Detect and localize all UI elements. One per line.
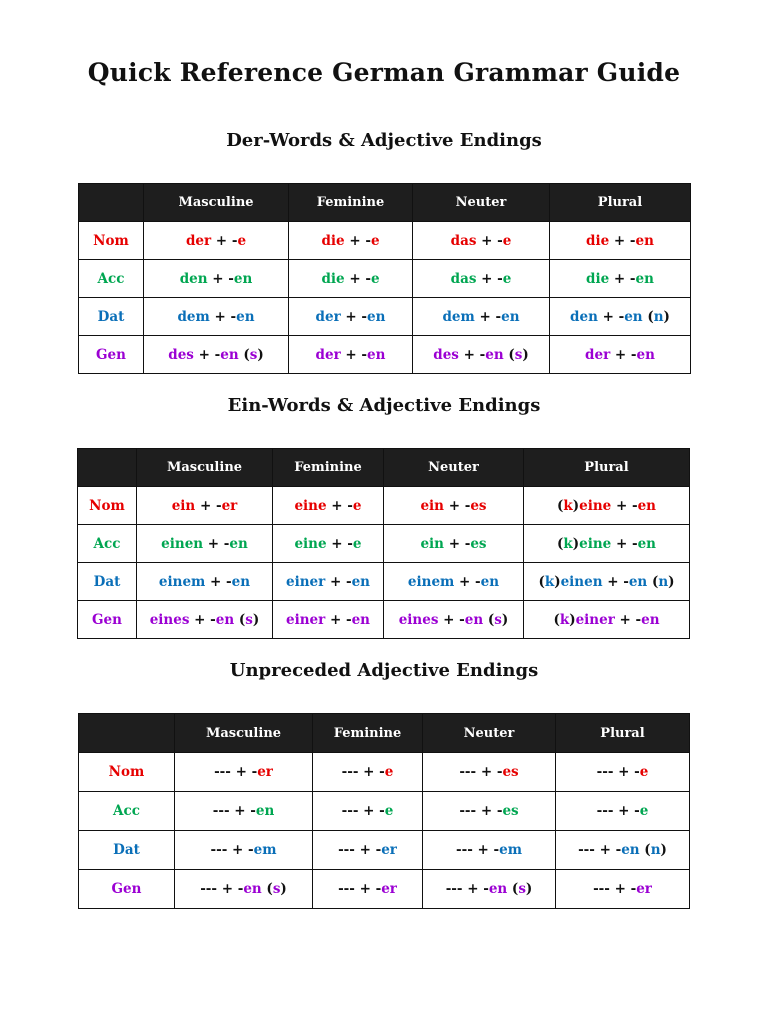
- ending-segment: k: [559, 611, 570, 628]
- case-label-dat: Dat: [78, 563, 137, 601]
- column-header-masculine: Masculine: [175, 714, 313, 753]
- ending-segment: der: [315, 346, 341, 363]
- ending-segment: ): [554, 573, 561, 590]
- ending-segment: (: [234, 611, 246, 628]
- ending-cell: [524, 601, 690, 639]
- ending-segment: des: [168, 346, 194, 363]
- ending-segment: (: [507, 881, 519, 897]
- ending-segment: er: [381, 881, 397, 897]
- ending-cell: [413, 260, 550, 298]
- ending-segment: es: [502, 803, 519, 819]
- case-label-acc: Acc: [79, 792, 175, 831]
- ending-cell: [550, 222, 691, 260]
- ending-segment: einen: [560, 573, 603, 590]
- ending-segment: en: [255, 803, 275, 819]
- ending-segment: ): [522, 346, 529, 363]
- ending-segment: e: [237, 232, 247, 249]
- unpreceded-heading: Unpreceded Adjective Endings: [229, 660, 539, 681]
- ending-segment: n: [658, 573, 669, 590]
- ending-segment: k: [563, 535, 573, 552]
- ending-segment: + -: [325, 611, 352, 628]
- case-label-dat: Dat: [79, 831, 175, 870]
- case-label-gen: Gen: [78, 601, 137, 639]
- ending-cell: [137, 487, 273, 525]
- ending-segment: en: [220, 346, 239, 363]
- ending-segment: + -: [326, 535, 353, 552]
- ending-cell: [273, 525, 384, 563]
- ending-segment: er: [257, 764, 273, 780]
- ending-cell: [524, 487, 690, 525]
- ending-segment: + -: [454, 573, 481, 590]
- ending-segment: en: [464, 611, 484, 628]
- ending-cell: [384, 563, 524, 601]
- ending-cell: [144, 298, 289, 336]
- ending-segment: ): [660, 842, 667, 858]
- case-label-acc: Acc: [78, 525, 137, 563]
- column-header-feminine: Feminine: [289, 184, 413, 222]
- case-label-acc: Acc: [79, 260, 144, 298]
- ending-segment: das: [450, 232, 477, 249]
- case-label-nom: Nom: [78, 487, 137, 525]
- ending-segment: + -: [444, 535, 471, 552]
- ending-segment: en: [635, 232, 654, 249]
- ending-segment: --- + -: [596, 764, 640, 780]
- ending-segment: + -: [444, 497, 471, 514]
- ending-segment: + -: [207, 270, 234, 287]
- ending-cell: [175, 753, 313, 792]
- ending-segment: den: [570, 308, 598, 325]
- ending-segment: + -: [189, 611, 216, 628]
- table-row-dat: [78, 563, 690, 601]
- ending-segment: en: [215, 611, 235, 628]
- column-header-neuter: Neuter: [413, 184, 550, 222]
- ending-cell: [384, 601, 524, 639]
- ending-segment: en: [637, 497, 656, 514]
- ending-segment: en: [243, 881, 262, 897]
- table-row-acc: [79, 260, 691, 298]
- table-row-dat: [79, 831, 690, 870]
- ending-segment: s: [249, 346, 258, 363]
- ending-segment: e: [352, 535, 362, 552]
- table-row-nom: [78, 487, 690, 525]
- ending-segment: ): [525, 881, 533, 897]
- ending-segment: einen: [161, 535, 204, 552]
- ending-segment: (: [553, 611, 560, 628]
- ending-segment: es: [502, 764, 519, 780]
- column-header-masculine: Masculine: [137, 449, 273, 487]
- ending-segment: s: [518, 881, 526, 897]
- ending-segment: e: [370, 270, 380, 287]
- ending-segment: e: [384, 764, 394, 780]
- ending-segment: + -: [474, 308, 502, 325]
- ending-segment: einer: [286, 573, 326, 590]
- ending-cell: [289, 336, 413, 374]
- column-header-plural: Plural: [556, 714, 690, 753]
- ending-cell: [273, 487, 384, 525]
- ending-segment: eine: [579, 497, 612, 514]
- ending-segment: en: [233, 270, 253, 287]
- ending-segment: e: [384, 803, 394, 819]
- ending-segment: --- + -: [593, 881, 637, 897]
- ending-cell: [144, 222, 289, 260]
- ending-segment: eines: [398, 611, 439, 628]
- corner-header: [79, 714, 175, 753]
- ending-segment: eines: [149, 611, 190, 628]
- ending-segment: einer: [575, 611, 615, 628]
- ending-segment: ): [501, 611, 509, 628]
- ending-segment: s: [494, 611, 502, 628]
- ending-segment: dem: [442, 308, 475, 325]
- ending-segment: en: [367, 346, 386, 363]
- ending-segment: die: [586, 232, 610, 249]
- ending-segment: ): [668, 573, 675, 590]
- ending-cell: [524, 525, 690, 563]
- ending-cell: [550, 260, 691, 298]
- table-row-acc: [79, 792, 690, 831]
- ending-segment: --- + -: [200, 881, 244, 897]
- ending-cell: [175, 870, 313, 909]
- ending-segment: s: [514, 346, 523, 363]
- ending-cell: [413, 336, 550, 374]
- ending-segment: --- + -: [456, 842, 500, 858]
- ending-segment: --- + -: [341, 764, 385, 780]
- ending-segment: + -: [325, 573, 352, 590]
- ending-segment: en: [351, 611, 370, 628]
- ending-segment: e: [502, 232, 512, 249]
- ending-segment: + -: [614, 611, 642, 628]
- ending-segment: e: [352, 497, 362, 514]
- ending-segment: die: [321, 270, 345, 287]
- ending-segment: en: [635, 270, 654, 287]
- ending-segment: --- + -: [445, 881, 489, 897]
- ending-segment: + -: [438, 611, 465, 628]
- ending-segment: (: [538, 573, 545, 590]
- ending-segment: + -: [193, 346, 221, 363]
- ending-cell: [137, 525, 273, 563]
- ending-segment: die: [321, 232, 345, 249]
- unpreceded-table: [78, 713, 690, 909]
- ending-segment: e: [502, 270, 512, 287]
- ending-segment: + -: [195, 497, 222, 514]
- ending-cell: [384, 525, 524, 563]
- ending-segment: ): [663, 308, 670, 325]
- ending-segment: en: [229, 535, 248, 552]
- ending-segment: einem: [407, 573, 455, 590]
- header-row: [79, 184, 691, 222]
- ending-cell: [524, 563, 690, 601]
- ending-segment: es: [470, 497, 487, 514]
- case-label-nom: Nom: [79, 753, 175, 792]
- ending-segment: er: [636, 881, 652, 897]
- ending-segment: en: [231, 573, 251, 590]
- ending-segment: en: [367, 308, 386, 325]
- ending-segment: s: [272, 881, 281, 897]
- ending-cell: [423, 870, 556, 909]
- table-row-nom: [79, 753, 690, 792]
- ending-segment: + -: [476, 232, 503, 249]
- table-row-dat: [79, 298, 691, 336]
- ending-segment: (: [261, 881, 273, 897]
- ending-segment: er: [221, 497, 238, 514]
- ending-segment: en: [624, 308, 643, 325]
- header-row: [78, 449, 690, 487]
- ending-segment: eine: [294, 497, 327, 514]
- ending-cell: [289, 222, 413, 260]
- column-header-plural: Plural: [524, 449, 690, 487]
- ending-segment: en: [628, 573, 648, 590]
- ending-segment: das: [450, 270, 477, 287]
- column-header-neuter: Neuter: [423, 714, 556, 753]
- corner-header: [78, 449, 137, 487]
- page-title: Quick Reference German Grammar Guide: [87, 58, 681, 87]
- ending-cell: [556, 870, 690, 909]
- ending-segment: den: [179, 270, 208, 287]
- ending-segment: + -: [610, 346, 637, 363]
- ending-segment: --- + -: [596, 803, 640, 819]
- ending-cell: [273, 601, 384, 639]
- der-words-heading: Der-Words & Adjective Endings: [226, 130, 542, 151]
- ein-words-table: [77, 448, 690, 639]
- ending-segment: (: [639, 842, 651, 858]
- ending-cell: [556, 792, 690, 831]
- ending-segment: n: [650, 842, 661, 858]
- ending-segment: einem: [158, 573, 206, 590]
- ending-segment: + -: [326, 497, 353, 514]
- ending-segment: em: [253, 842, 277, 858]
- ending-segment: + -: [340, 346, 368, 363]
- ending-cell: [413, 298, 550, 336]
- ending-segment: en: [351, 573, 370, 590]
- der-words-table: [78, 183, 691, 374]
- ending-segment: --- + -: [341, 803, 385, 819]
- ending-segment: + -: [602, 573, 629, 590]
- ending-segment: + -: [611, 535, 638, 552]
- ending-segment: ): [569, 611, 576, 628]
- ending-segment: k: [563, 497, 573, 514]
- ending-segment: (: [557, 497, 564, 514]
- ending-segment: en: [641, 611, 660, 628]
- ending-segment: --- + -: [212, 803, 256, 819]
- ending-segment: + -: [211, 232, 238, 249]
- ending-cell: [384, 487, 524, 525]
- ending-segment: + -: [609, 232, 636, 249]
- ending-segment: + -: [344, 270, 371, 287]
- ending-segment: dem: [177, 308, 210, 325]
- ending-cell: [313, 831, 423, 870]
- table-row-gen: [79, 336, 691, 374]
- ending-segment: (: [647, 573, 659, 590]
- ending-segment: eine: [579, 535, 612, 552]
- ending-segment: ein: [171, 497, 196, 514]
- ending-segment: + -: [344, 232, 371, 249]
- ending-segment: en: [621, 842, 640, 858]
- ending-cell: [175, 831, 313, 870]
- ending-segment: ): [572, 497, 580, 514]
- ending-segment: en: [637, 535, 656, 552]
- case-label-dat: Dat: [79, 298, 144, 336]
- table-row-acc: [78, 525, 690, 563]
- ending-segment: + -: [611, 497, 638, 514]
- ending-segment: + -: [609, 270, 636, 287]
- header-row: [79, 714, 690, 753]
- ending-segment: en: [485, 346, 504, 363]
- ending-segment: en: [501, 308, 520, 325]
- ein-words-heading: Ein-Words & Adjective Endings: [227, 395, 541, 416]
- ending-segment: der: [315, 308, 341, 325]
- ending-segment: k: [544, 573, 555, 590]
- ending-segment: einer: [286, 611, 326, 628]
- ending-segment: des: [433, 346, 459, 363]
- ending-segment: ein: [420, 535, 444, 552]
- ending-cell: [313, 870, 423, 909]
- ending-segment: + -: [458, 346, 486, 363]
- ending-cell: [550, 298, 691, 336]
- table-row-nom: [79, 222, 691, 260]
- case-label-gen: Gen: [79, 336, 144, 374]
- ending-segment: + -: [205, 573, 232, 590]
- ending-segment: e: [370, 232, 380, 249]
- ending-segment: --- + -: [214, 764, 258, 780]
- ending-segment: ): [257, 346, 264, 363]
- ending-segment: (: [503, 346, 515, 363]
- ending-segment: + -: [209, 308, 237, 325]
- ending-segment: ): [252, 611, 260, 628]
- ending-segment: en: [636, 346, 655, 363]
- ending-segment: der: [185, 232, 212, 249]
- ending-segment: en: [236, 308, 255, 325]
- ending-cell: [144, 260, 289, 298]
- ending-segment: em: [499, 842, 522, 858]
- ending-cell: [423, 792, 556, 831]
- ending-segment: ): [280, 881, 287, 897]
- ending-cell: [550, 336, 691, 374]
- column-header-feminine: Feminine: [273, 449, 384, 487]
- ending-cell: [423, 753, 556, 792]
- ending-cell: [556, 831, 690, 870]
- ending-cell: [313, 753, 423, 792]
- ending-segment: en: [488, 881, 508, 897]
- ending-segment: + -: [597, 308, 625, 325]
- ending-segment: + -: [476, 270, 503, 287]
- ending-segment: --- + -: [338, 842, 382, 858]
- ending-segment: der: [585, 346, 611, 363]
- column-header-masculine: Masculine: [144, 184, 289, 222]
- ending-segment: (: [557, 535, 564, 552]
- ending-segment: die: [586, 270, 610, 287]
- ending-segment: --- + -: [338, 881, 382, 897]
- ending-segment: (: [642, 308, 654, 325]
- ending-segment: ein: [420, 497, 444, 514]
- ending-segment: --- + -: [459, 764, 503, 780]
- ending-cell: [289, 298, 413, 336]
- ending-segment: eine: [294, 535, 327, 552]
- ending-segment: (: [483, 611, 495, 628]
- table-row-gen: [78, 601, 690, 639]
- corner-header: [79, 184, 144, 222]
- ending-segment: e: [639, 764, 649, 780]
- ending-segment: --- + -: [459, 803, 503, 819]
- ending-segment: + -: [340, 308, 368, 325]
- ending-segment: es: [470, 535, 487, 552]
- ending-segment: ): [572, 535, 580, 552]
- ending-cell: [556, 753, 690, 792]
- ending-segment: --- + -: [578, 842, 622, 858]
- ending-cell: [313, 792, 423, 831]
- ending-cell: [413, 222, 550, 260]
- ending-segment: (: [238, 346, 250, 363]
- ending-segment: n: [653, 308, 664, 325]
- column-header-plural: Plural: [550, 184, 691, 222]
- ending-segment: en: [480, 573, 500, 590]
- table-row-gen: [79, 870, 690, 909]
- ending-segment: --- + -: [210, 842, 254, 858]
- case-label-nom: Nom: [79, 222, 144, 260]
- ending-cell: [137, 563, 273, 601]
- ending-segment: er: [381, 842, 397, 858]
- ending-cell: [273, 563, 384, 601]
- ending-cell: [144, 336, 289, 374]
- ending-segment: s: [245, 611, 253, 628]
- case-label-gen: Gen: [79, 870, 175, 909]
- ending-segment: e: [639, 803, 649, 819]
- ending-cell: [137, 601, 273, 639]
- ending-cell: [175, 792, 313, 831]
- ending-cell: [423, 831, 556, 870]
- ending-cell: [289, 260, 413, 298]
- ending-segment: + -: [203, 535, 230, 552]
- column-header-feminine: Feminine: [313, 714, 423, 753]
- column-header-neuter: Neuter: [384, 449, 524, 487]
